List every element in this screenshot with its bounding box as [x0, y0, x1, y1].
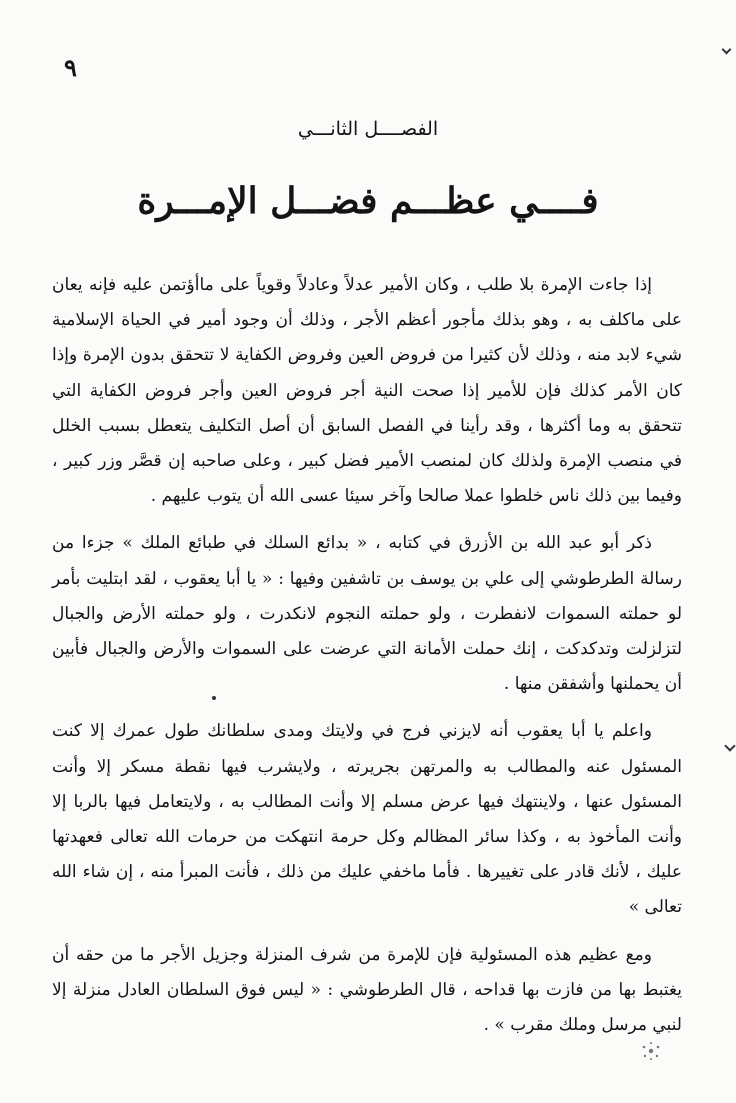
paragraph: واعلم يا أبا يعقوب أنه لايزني فرج في ولايتك ومدى سلطانك طول عمرك إلا كنت المسئول عنه والمطالب به والمرتهن بجريرته ، ولايشرب فيها نقطة مسكر إلا وأنت المسئول عنها ، ولاينتهك فيها عرض مسلم إلا وأنت المطالب به ، ولايتعامل فيها بالربا إلا وأنت المأخوذ به ، وكذا سائر المظالم وكل حرمة انتهكت من حرمات الله تعالى فعهدتها عليك ، لأنك قادر على تغييرها . فأما ماخفي عليك من ذلك ، فأنت المبرأ منه ، إن شاء الله تعالى »	[52, 721, 682, 918]
ornament-icon	[638, 1040, 664, 1062]
page-number: ٩	[64, 53, 77, 82]
body-text	[52, 268, 682, 1055]
chapter-label: الفصــــل الثانـــي	[297, 118, 439, 140]
paragraph: ومع عظيم هذه المسئولية فإن للإمرة من شرف المنزلة وجزيل الأجر ما من حقه أن يغتبط بها من فازت بها قداحه ، قال الطرطوشي : « ليس فوق السلطان العادل منزلة إلا لنبي مرسل وملك مقرب » .	[52, 944, 682, 1036]
paragraph: إذا جاءت الإمرة بلا طلب ، وكان الأمير عدلاً وعادلاً وقوياً على ماأؤتمن عليه فإنه يعان على ماكلف به ، وهو بذلك مأجور أعظم الأجر ، وذلك أن وجود أمير في الحياة الإسلامية شيء لابد منه ، وذلك لأن كثيرا من فروض العين وفروض الكفاية لا تتحقق بدون الإمرة وإذا كان الأمر كذلك فإن للأمير إذا صحت النية أجر فروض العين وأجر فروض الكفاية التي تتحقق به وما أكثرها ، وقد رأينا في الفصل السابق أن أصل التكليف يتعطل بسبب الخلل في منصب الإمرة ولذلك كان لمنصب الأمير فضل كبير ، وعلى صاحبه إن قصَّر وزر كبير ، وفيما بين ذلك ناس خلطوا عملا صالحا وآخر سيئا عسى الله أن يتوب عليهم .	[52, 275, 682, 507]
print-speck	[212, 696, 216, 700]
chapter-title: فــــي عظـــم فضـــل الإمـــرة	[137, 180, 599, 222]
margin-mark	[724, 740, 735, 751]
paragraph: ذكر أبو عبد الله بن الأزرق في كتابه ، « بدائع السلك في طبائع الملك » جزءا من رسالة الطرطوشي إلى علي بن يوسف بن تاشفين وفيها : « يا أبا يعقوب ، لقد ابتليت بأمر لو حملته السموات لانفطرت ، ولو حملته النجوم لانكدرت ، ولو حملته الأرض والجبال لتزلزلت وتدكدكت ، إنك حملت الأمانة التي عرضت على السموات والأرض والجبال فأبين أن يحملنها وأشفقن منها .	[52, 533, 682, 695]
margin-mark	[722, 45, 732, 55]
